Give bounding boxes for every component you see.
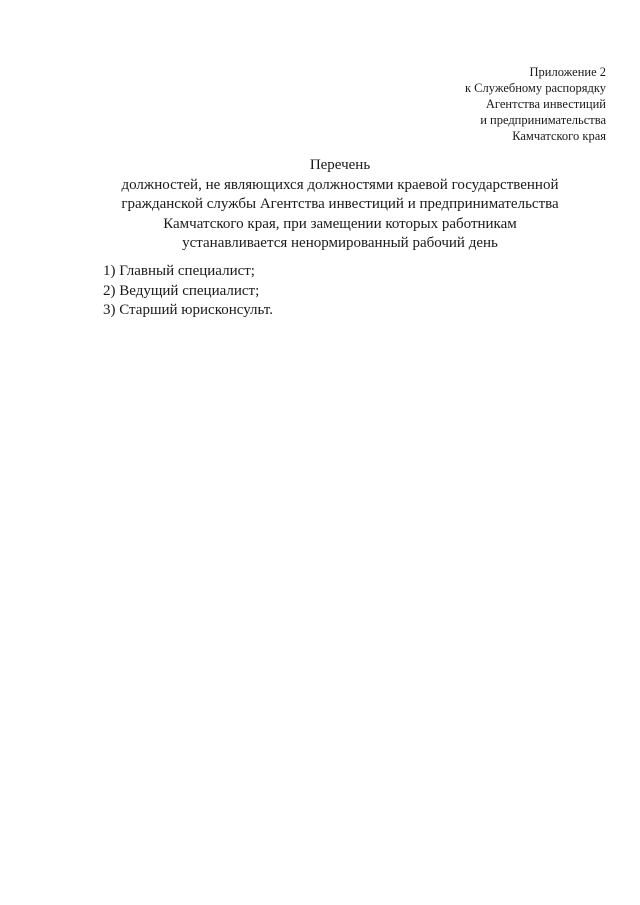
document-title: Перечень	[309, 157, 371, 173]
positions-list	[103, 262, 503, 321]
appendix-line: к Служебному распорядку	[464, 81, 606, 95]
heading-line: гражданской службы Агентства инвестиций и предпринимательства	[121, 196, 559, 212]
document-heading	[80, 156, 600, 254]
appendix-line: Приложение 2	[529, 65, 606, 79]
heading-line: устанавливается ненормированный рабочий день	[182, 235, 498, 251]
appendix-line: Камчатского края	[512, 129, 606, 143]
list-item: 1) Главный специалист;	[103, 263, 255, 279]
appendix-note	[346, 64, 606, 144]
appendix-line: и предпринимательства	[480, 113, 606, 127]
heading-line: должностей, не являющихся должностями краевой государственной	[121, 176, 559, 193]
heading-line: Камчатского края, при замещении которых работникам	[163, 215, 517, 232]
list-item: 2) Ведущий специалист;	[103, 282, 260, 299]
list-item: 3) Старший юрисконсульт.	[103, 302, 273, 318]
appendix-line: Агентства инвестиций	[485, 97, 606, 111]
